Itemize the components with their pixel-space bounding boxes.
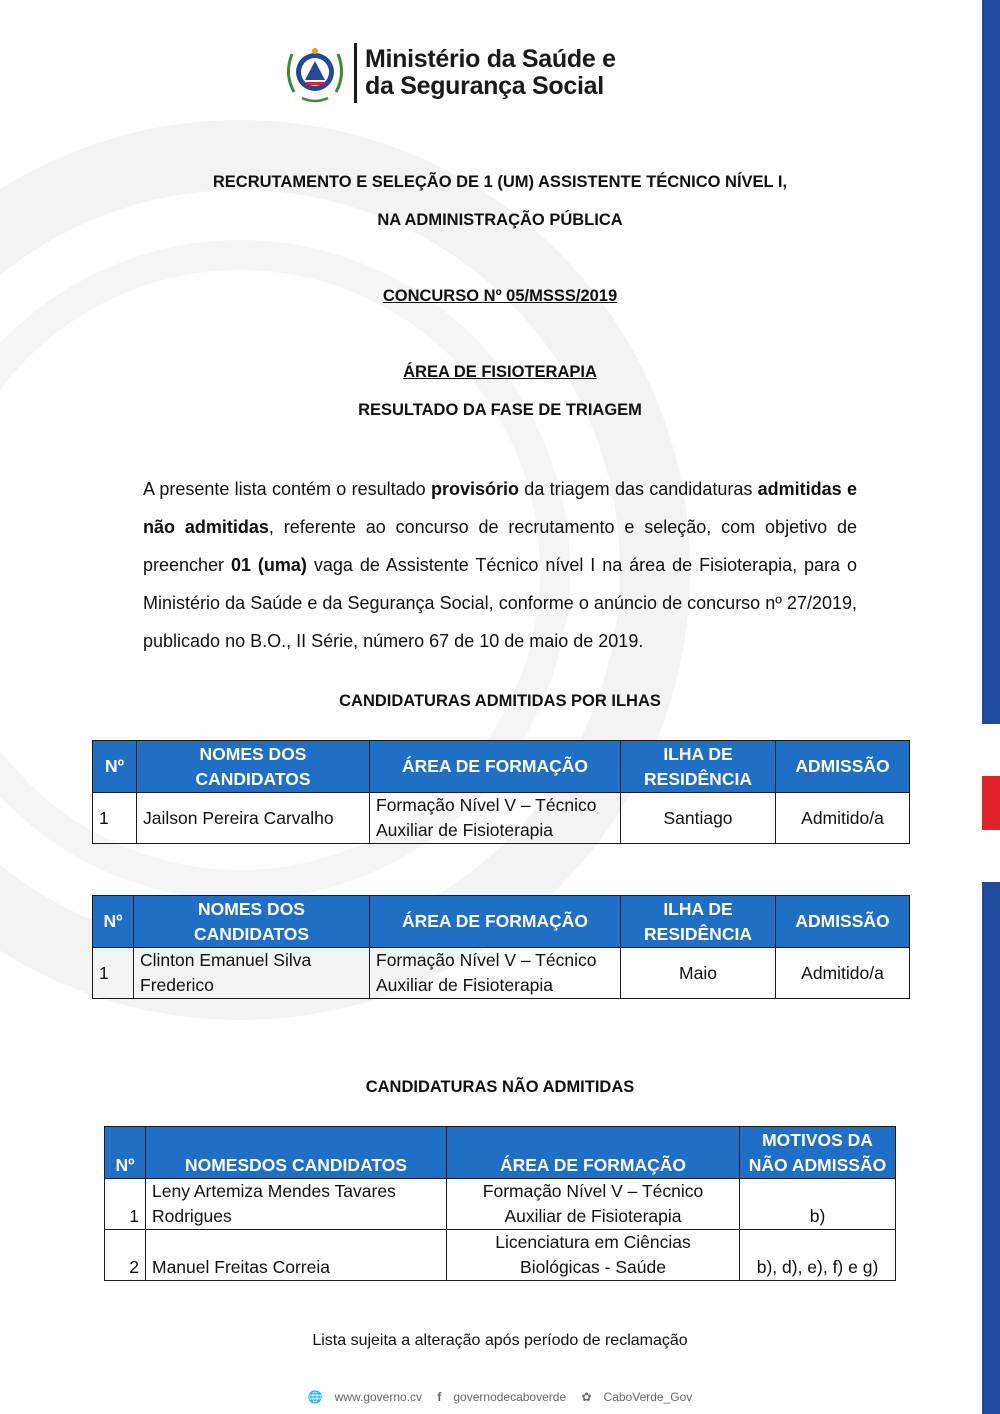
- cell-num: 1: [105, 1179, 146, 1230]
- table-header-row: [93, 896, 910, 948]
- area-title: ÁREA DE FISIOTERAPIA: [403, 363, 597, 381]
- header-names: NOMES DOS CANDIDATOS: [134, 896, 370, 948]
- cell-ilha: Santiago: [621, 793, 776, 844]
- header-admissao: ADMISSÃO: [776, 741, 910, 793]
- table-row: [105, 1179, 896, 1230]
- cell-name: Clinton Emanuel Silva Frederico: [134, 948, 370, 999]
- para-text-2: da triagem das candidaturas: [519, 479, 758, 499]
- para-bold-vagas: 01 (uma): [230, 555, 307, 575]
- cell-area: Formação Nível V – Técnico Auxiliar de Fisioterapia: [370, 793, 621, 844]
- header-area: ÁREA DE FORMAÇÃO: [447, 1127, 740, 1179]
- title-line2: NA ADMINISTRAÇÃO PÚBLICA: [377, 211, 623, 229]
- table-row: [105, 1230, 896, 1281]
- cell-num: 2: [105, 1230, 146, 1281]
- table-header-row: [93, 741, 910, 793]
- side-bar-red: [982, 776, 1000, 830]
- logo-divider: [354, 43, 357, 103]
- facebook-icon: f: [437, 1390, 442, 1404]
- ministry-name-line1: Ministério da Saúde e: [365, 45, 616, 73]
- ministry-logo: [280, 42, 616, 104]
- header-num: Nº: [93, 741, 137, 793]
- table-row: [93, 948, 910, 999]
- cell-motivos: b), d), e), f) e g): [740, 1230, 896, 1281]
- para-text-4: vaga de Assistente Técnico nível I na área de Fisioterapia, para o Ministério da Saúde e da Segurança Social, conforme o anúncio de concurso nº 27/2019, publicado no B.O., II Série, número 67 de 10 de maio de 2019.: [143, 555, 857, 651]
- para-text-3: , referente ao concurso de recrutamento e seleção, com objetivo de preencher: [143, 517, 857, 575]
- footer-website-link[interactable]: www.governo.cv: [334, 1390, 423, 1404]
- cell-name: Leny Artemiza Mendes Tavares Rodrigues: [146, 1179, 447, 1230]
- title-line1: RECRUTAMENTO E SELEÇÃO DE 1 (UM) ASSISTENTE TÉCNICO NÍVEL I,: [212, 173, 788, 191]
- cell-admissao: Admitido/a: [776, 793, 910, 844]
- cell-area: Formação Nível V – Técnico Auxiliar de Fisioterapia: [447, 1179, 740, 1230]
- ministry-name: [365, 46, 616, 100]
- cell-ilha: Maio: [621, 948, 776, 999]
- footer-twitter-link[interactable]: CaboVerde_Gov: [603, 1390, 693, 1404]
- header-num: Nº: [105, 1127, 146, 1179]
- header-names: NOMESDOS CANDIDATOS: [146, 1127, 447, 1179]
- cell-name: Manuel Freitas Correia: [146, 1230, 447, 1281]
- disclaimer-note: Lista sujeita a alteração após período de reclamação: [312, 1332, 688, 1349]
- coat-of-arms-icon: [280, 42, 350, 104]
- footer-facebook-link[interactable]: governodecaboverde: [453, 1390, 567, 1404]
- side-bar-blue-top: [982, 0, 1000, 724]
- header-num: Nº: [93, 896, 134, 948]
- footer: [0, 1390, 1000, 1404]
- para-bold-admitidas: admitidas e não admitidas: [143, 479, 857, 537]
- resultado-title: RESULTADO DA FASE DE TRIAGEM: [358, 401, 642, 419]
- admitted-table-maio: [92, 895, 910, 999]
- table-row: [93, 793, 910, 844]
- not-admitted-heading: CANDIDATURAS NÃO ADMITIDAS: [365, 1078, 635, 1096]
- intro-paragraph: [143, 470, 857, 660]
- concurso-number: CONCURSO Nº 05/MSSS/2019: [382, 287, 618, 305]
- table-header-row: [105, 1127, 896, 1179]
- header-area: ÁREA DE FORMAÇÃO: [370, 741, 621, 793]
- cell-motivos: b): [740, 1179, 896, 1230]
- ministry-name-line2: da Segurança Social: [365, 72, 604, 100]
- header-motivos: MOTIVOS DA NÃO ADMISSÃO: [740, 1127, 896, 1179]
- not-admitted-table: [104, 1126, 896, 1281]
- admitted-table-santiago: [92, 740, 910, 844]
- para-bold-provisorio: provisório: [430, 479, 519, 499]
- cell-num: 1: [93, 948, 134, 999]
- cell-admissao: Admitido/a: [776, 948, 910, 999]
- admitted-heading: CANDIDATURAS ADMITIDAS POR ILHAS: [339, 692, 661, 710]
- para-text-1: A presente lista contém o resultado: [143, 479, 431, 499]
- cell-num: 1: [93, 793, 137, 844]
- header-admissao: ADMISSÃO: [776, 896, 910, 948]
- header-ilha: ILHA DE RESIDÊNCIA: [621, 896, 776, 948]
- twitter-icon: ✿: [581, 1390, 592, 1404]
- header-ilha: ILHA DE RESIDÊNCIA: [621, 741, 776, 793]
- cell-name: Jailson Pereira Carvalho: [137, 793, 370, 844]
- cell-area: Formação Nível V – Técnico Auxiliar de Fisioterapia: [370, 948, 621, 999]
- header-names: NOMES DOS CANDIDATOS: [137, 741, 370, 793]
- cell-area: Licenciatura em Ciências Biológicas - Saúde: [447, 1230, 740, 1281]
- header-area: ÁREA DE FORMAÇÃO: [370, 896, 621, 948]
- globe-icon: 🌐: [307, 1390, 323, 1404]
